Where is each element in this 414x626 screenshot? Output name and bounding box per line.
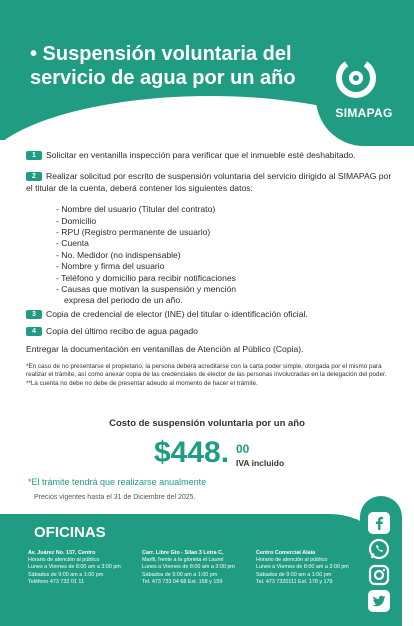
step-4 [26,326,396,337]
office-marfil [142,550,252,586]
step-text: Solicitar en ventanilla inspección para verificar que el inmueble esté deshabitado. [46,150,356,160]
note-debt: **La cuenta no debe no debe de presentar adeudo al momento de hacer el trámite. [26,380,258,388]
step-2 [26,171,396,194]
office-alaia [256,550,366,586]
office-line: Lunes a Viernes de 8:00 am a 3:00 pm [142,564,235,571]
office-line: Sábados de 9:00 am a 1:00 pm [142,571,218,578]
office-name: Carr. Libre Gto - Silao 3 Letra C, [142,550,224,556]
instagram-icon[interactable] [368,564,390,586]
title-line-2: servicio de agua por un año [30,67,296,89]
page-title [30,42,330,90]
list-item: - Causas que motivan la suspensión y mención [56,284,237,295]
title-line-1: • Suspensión voluntaria del [30,43,292,65]
office-name: Centro Comercial Alaïa [256,550,316,556]
step-3 [26,309,396,320]
office-line: Horario de atención al público [28,557,100,564]
price-validity: Precios vigentes hasta el 31 de Diciembre del 2025. [34,494,196,501]
step-text: Realizar solicitud por escrito de suspensión voluntaria del servicio dirigido al SIMAPAG por el titular de la cuenta, deberá contener los siguientes datos: [26,171,392,193]
step-number-badge: 3 [26,310,42,319]
office-line: Teléfono 473 732 01 11 [28,578,84,585]
cost-title: Costo de suspensión voluntaria por un año [109,418,305,429]
twitter-icon[interactable] [368,590,390,612]
step-number-badge: 1 [26,151,42,160]
list-item: - No. Medidor (no indispensable) [56,249,181,260]
requirements-section [26,150,396,388]
step-text: Copia del último recibo de agua pagado [46,326,198,337]
step-number-badge: 2 [26,172,42,181]
office-name: Av. Juárez No. 137, Centro [28,550,96,556]
delivery-instruction: Entregar la documentación en ventanillas de Atención al Público (Copia). [26,343,304,354]
list-item: - RPU (Registro permanente de usuario) [56,227,211,238]
required-data-list [56,204,396,307]
office-line: Lunes a Viernes de 8:00 am a 3:00 pm [256,564,349,571]
office-line: Horario de atención al público [256,557,328,564]
note-proxy: *En caso de no presentarse el propietario, la persona deberá acreditarse con la carta poder simple, otorgada por el mismo para realizar el trámite, así como anexar copia de las credenciales de elector de las personas involucradas en la delegación del poder. [26,363,387,379]
list-item: - Teléfono y domicilio para recibir notificaciones [56,272,236,283]
simapag-logo-icon [334,56,378,100]
office-line: Marfil, frente a la glorieta el Laurel [142,557,224,564]
office-line: Sábados de 9:00 am a 1:00 pm [256,571,332,578]
office-line: Sábados de 9:00 am a 1:00 pm [28,571,104,578]
iva-label: IVA incluido [236,458,285,468]
list-item: - Nombre del usuario (Titular del contrato) [56,204,216,215]
annual-notice: *El trámite tendrá que realizarse anualmente [28,477,207,487]
step-1 [26,150,396,161]
office-line: Tel. 473 7320111 Ext. 178 y 179 [256,578,333,585]
list-item: expresa del periodo de un año. [64,295,183,306]
logo-text: SIMAPAG [335,106,393,120]
facebook-icon[interactable] [368,512,390,534]
offices-heading: OFICINAS [34,524,106,541]
step-text: Copia de credencial de elector (INE) del titular o identificación oficial. [46,308,308,319]
price-amount: $448. [154,436,230,469]
list-item: - Domicilio [56,215,97,226]
list-item: - Nombre y firma del usuario [56,261,165,272]
step-number-badge: 4 [26,327,42,336]
whatsapp-icon[interactable] [368,538,390,560]
price-cents: 00 [236,442,250,456]
office-centro [28,550,138,586]
office-line: Lunes a Viernes de 8:00 am a 3:00 pm [28,564,121,571]
office-line: Tel. 473 733 04 68 Ext. 158 y 159 [142,578,223,585]
list-item: - Cuenta [56,238,89,249]
